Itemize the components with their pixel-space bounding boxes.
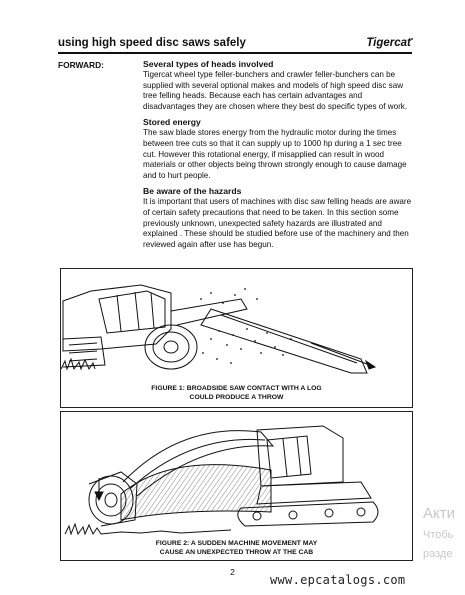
brand-name: Tigercat• [366,37,413,49]
caption-line: FIGURE 1: BROADSIDE SAW CONTACT WITH A LOG [151,385,322,392]
section-heading: Several types of heads involved [143,59,274,69]
section-paragraph: It is important that users of machines with disc saw felling heads are aware of certain safety precautions that need to be taken. In this section some previously unknown, unexpected safety hazards are illustrated and explained . These should be studied before use of the machinery and then reviewed again after use has begun. [143,197,412,249]
caption-line: FIGURE 2: A SUDDEN MACHINE MOVEMENT MAY [155,540,318,547]
figure-1 [60,268,413,408]
page-number: 2 [230,567,235,577]
activation-overlay-text: разде [423,548,453,560]
section-label: FORWARD: [58,60,104,70]
crawler-feller-buncher-icon [61,412,412,560]
text-column [143,59,415,255]
watermark-url: www.epcatalogs.com [270,573,406,587]
section-paragraph: The saw blade stores energy from the hydraulic motor during the times between tree cuts so that it can supply up to 1000 hp during a 1 sec tree cut. However this rotational energy, if misapplied can result in wood materials or other objects being thrown strongly enough to cause damage and to hurt people. [143,128,407,180]
caption-line: COULD PRODUCE A THROW [189,393,284,401]
section-heading: Stored energy [143,117,201,128]
figure-2 [60,411,413,561]
caption-line: CAUSE AN UNEXPECTED THROW AT THE CAB [159,548,314,556]
activation-overlay-text: Чтобь [423,529,454,541]
page-header-title: using high speed disc saws safely [58,37,246,49]
figure-1-caption [61,385,412,402]
section-heading: Be aware of the hazards [143,186,242,197]
header-rule [58,52,412,54]
activation-overlay-text: Акти [423,505,455,522]
figure-2-caption [61,540,412,557]
section-paragraph: Tigercat wheel type feller-bunchers and crawler feller-bunchers can be supplied with several optional makes and models of high speed disc saw tree felling heads. Because each has certain advantages and disadvantages they are chosen where they best do specific types of work. [143,70,408,111]
